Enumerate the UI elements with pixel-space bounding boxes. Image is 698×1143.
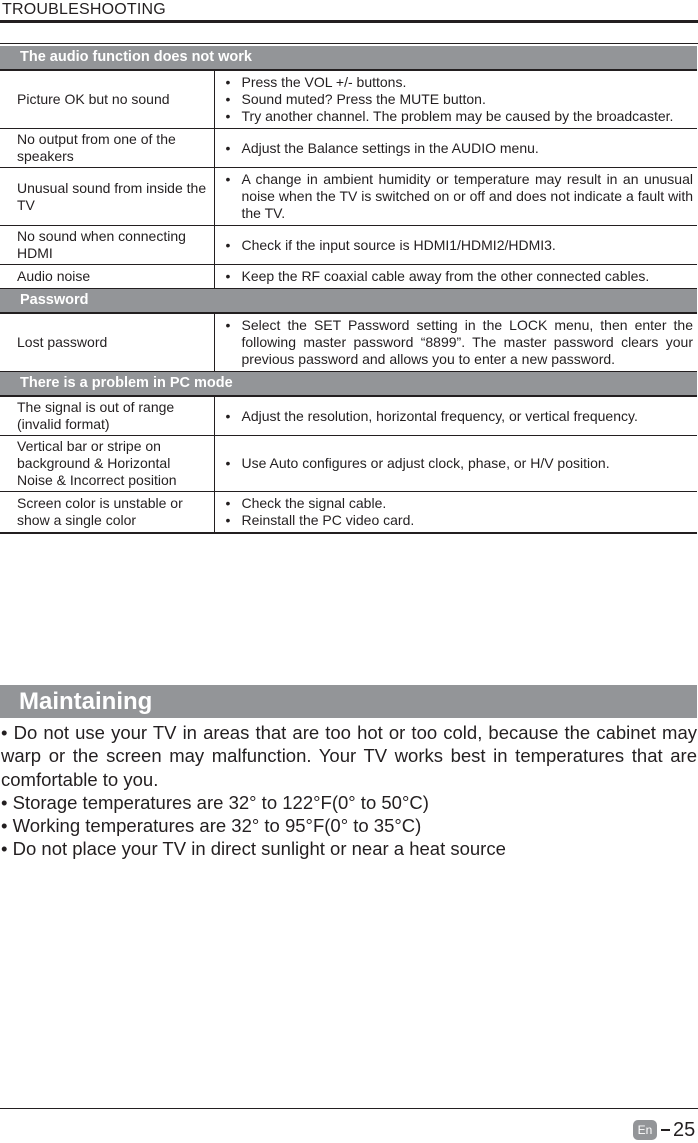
table-row xyxy=(0,492,697,534)
table-row xyxy=(0,226,697,265)
solution-item: • Use Auto configures or adjust clock, phase, or H/V position. xyxy=(215,455,694,472)
solution-list xyxy=(215,317,694,368)
problem-cell: Picture OK but no sound xyxy=(0,70,214,129)
table-top-rule xyxy=(0,43,698,44)
solution-cell xyxy=(214,313,697,372)
problem-cell: Vertical bar or stripe on background & Horizontal Noise & Incorrect position xyxy=(0,436,214,492)
table-row xyxy=(0,396,697,436)
problem-cell: No sound when connecting HDMI xyxy=(0,226,214,265)
table-row xyxy=(0,313,697,372)
section-heading: Password xyxy=(0,289,697,314)
solution-item: • Adjust the Balance settings in the AUDIO menu. xyxy=(215,140,694,157)
section-heading-row xyxy=(0,289,697,314)
maintaining-paragraph: • Do not place your TV in direct sunlight or near a heat source xyxy=(1,838,506,860)
solution-list xyxy=(215,408,694,425)
maintaining-paragraph: • Storage temperatures are 32° to 122°F(0° to 50°C) xyxy=(1,791,429,813)
maintaining-body xyxy=(1,721,697,861)
maintaining-title: Maintaining xyxy=(19,688,153,715)
solution-item: • Adjust the resolution, horizontal frequency, or vertical frequency. xyxy=(215,408,694,425)
problem-cell: No output from one of the speakers xyxy=(0,129,214,168)
table-row xyxy=(0,168,697,226)
table-row xyxy=(0,70,697,129)
page-number: 25 xyxy=(673,1119,696,1141)
solution-item: • Check if the input source is HDMI1/HDMI2/HDMI3. xyxy=(215,237,694,254)
problem-cell: The signal is out of range (invalid format) xyxy=(0,396,214,436)
page-number-dash xyxy=(661,1129,670,1131)
solution-item: • Press the VOL +/- buttons. xyxy=(215,74,694,91)
maintaining-paragraph: • Do not use your TV in areas that are too hot or too cold, because the cabinet may warp or the screen may malfunction. Your TV works best in temperatures that are comfortable to you. xyxy=(1,722,697,790)
maintaining-heading-bar xyxy=(0,685,697,718)
solution-cell xyxy=(214,265,697,289)
problem-cell: Lost password xyxy=(0,313,214,372)
problem-cell: Audio noise xyxy=(0,265,214,289)
solution-list xyxy=(215,268,694,285)
solution-cell xyxy=(214,396,697,436)
page-title: TROUBLESHOOTING xyxy=(2,1,166,18)
solution-list xyxy=(215,171,694,222)
problem-cell: Screen color is unstable or show a single color xyxy=(0,492,214,534)
solution-list xyxy=(215,495,694,529)
solution-list xyxy=(215,140,694,157)
problem-cell: Unusual sound from inside the TV xyxy=(0,168,214,226)
solution-cell xyxy=(214,129,697,168)
solution-item: • Sound muted? Press the MUTE button. xyxy=(215,91,694,108)
section-heading-row xyxy=(0,46,697,70)
solution-cell xyxy=(214,436,697,492)
section-heading-row xyxy=(0,372,697,397)
footer-rule xyxy=(0,1108,698,1109)
section-heading: The audio function does not work xyxy=(0,46,697,70)
solution-cell xyxy=(214,168,697,226)
solution-item: • A change in ambient humidity or temperature may result in an unusual noise when the TV is switched on or off and does not indicate a fault with the TV. xyxy=(215,171,694,222)
solution-item: • Check the signal cable. xyxy=(215,495,694,512)
solution-cell xyxy=(214,70,697,129)
title-rule xyxy=(0,20,698,23)
solution-list xyxy=(215,455,694,472)
troubleshooting-table xyxy=(0,46,697,534)
section-heading: There is a problem in PC mode xyxy=(0,372,697,397)
solution-list xyxy=(215,74,694,125)
solution-item: • Reinstall the PC video card. xyxy=(215,512,694,529)
solution-list xyxy=(215,237,694,254)
solution-item: • Select the SET Password setting in the LOCK menu, then enter the following master password “8899”. The master password clears your previous password and allows you to enter a new password. xyxy=(215,317,694,368)
solution-cell xyxy=(214,226,697,265)
table-row xyxy=(0,129,697,168)
solution-cell xyxy=(214,492,697,534)
language-badge: En xyxy=(633,1120,657,1140)
maintaining-paragraph: • Working temperatures are 32° to 95°F(0° to 35°C) xyxy=(1,815,422,837)
solution-item: • Keep the RF coaxial cable away from the other connected cables. xyxy=(215,268,694,285)
table-row xyxy=(0,436,697,492)
solution-item: • Try another channel. The problem may be caused by the broadcaster. xyxy=(215,108,694,125)
table-row xyxy=(0,265,697,289)
